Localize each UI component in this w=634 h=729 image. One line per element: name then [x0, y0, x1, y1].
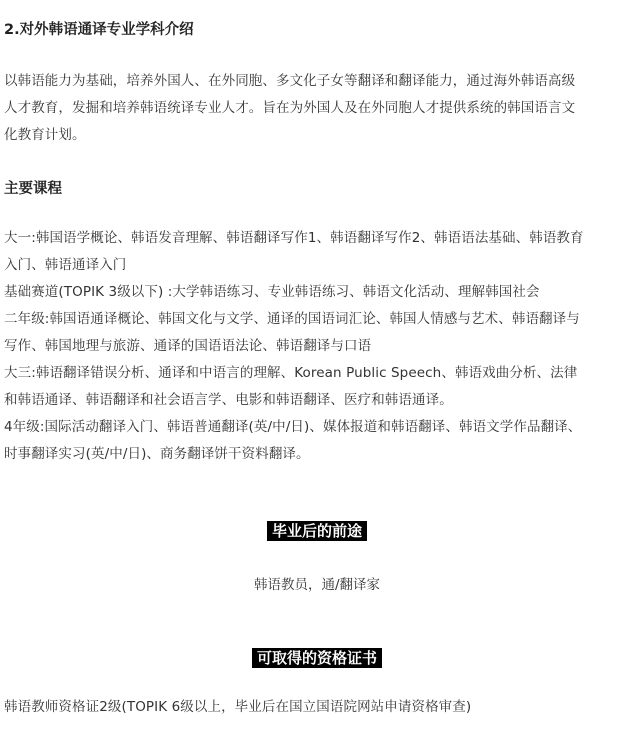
qualification-text: 韩语教师资格证2级(TOPIK 6级以上，毕业后在国立国语院网站申请资格审查) [4, 699, 472, 715]
career-heading-label: 毕业后的前途 [267, 521, 367, 541]
course-line: 写作、韩国地理与旅游、通译的国语语法论、韩语翻译与口语 [4, 338, 372, 354]
intro-line: 以韩语能力为基础，培养外国人、在外同胞、多文化子女等翻译和翻译能力，通过海外韩语高级 [4, 73, 576, 89]
career-heading [0, 521, 634, 541]
course-line: 时事翻译实习(英/中/日)、商务翻译饼干资料翻译。 [4, 446, 310, 462]
intro-line: 化教育计划。 [4, 127, 86, 143]
course-line: 大三:韩语翻译错误分析、通译和中语言的理解、Korean Public Speech、韩语戏曲分析、法律 [4, 365, 578, 381]
intro-line: 人才教育，发掘和培养韩语统译专业人才。旨在为外国人及在外同胞人才提供系统的韩国语言文 [4, 100, 576, 116]
course-line: 和韩语通译、韩语翻译和社会语言学、电影和韩语翻译、医疗和韩语通译。 [4, 392, 453, 408]
course-line: 二年级:韩国语通译概论、韩国文化与文学、通译的国语词汇论、韩国人情感与艺术、韩语翻译与 [4, 311, 580, 327]
courses-list [4, 225, 630, 468]
course-line: 入门、韩语通译入门 [4, 257, 127, 273]
qualification-heading-label: 可取得的资格证书 [252, 648, 382, 668]
career-text: 韩语教员，通/翻译家 [253, 577, 381, 593]
course-line: 大一:韩国语学概论、韩语发音理解、韩语翻译写作1、韩语翻译写作2、韩语语法基础、韩语教育 [4, 230, 584, 246]
course-line: 4年级:国际活动翻译入门、韩语普通翻译(英/中/日)、媒体报道和韩语翻译、韩语文学作品翻译、 [4, 419, 582, 435]
qualification-heading [0, 648, 634, 668]
courses-title: 主要课程 [4, 181, 62, 197]
course-line: 基础赛道(TOPIK 3级以下) :大学韩语练习、专业韩语练习、韩语文化活动、理解韩国社会 [4, 284, 540, 300]
intro-paragraph [4, 68, 630, 149]
section-title: 2.对外韩语通译专业学科介绍 [4, 22, 194, 38]
